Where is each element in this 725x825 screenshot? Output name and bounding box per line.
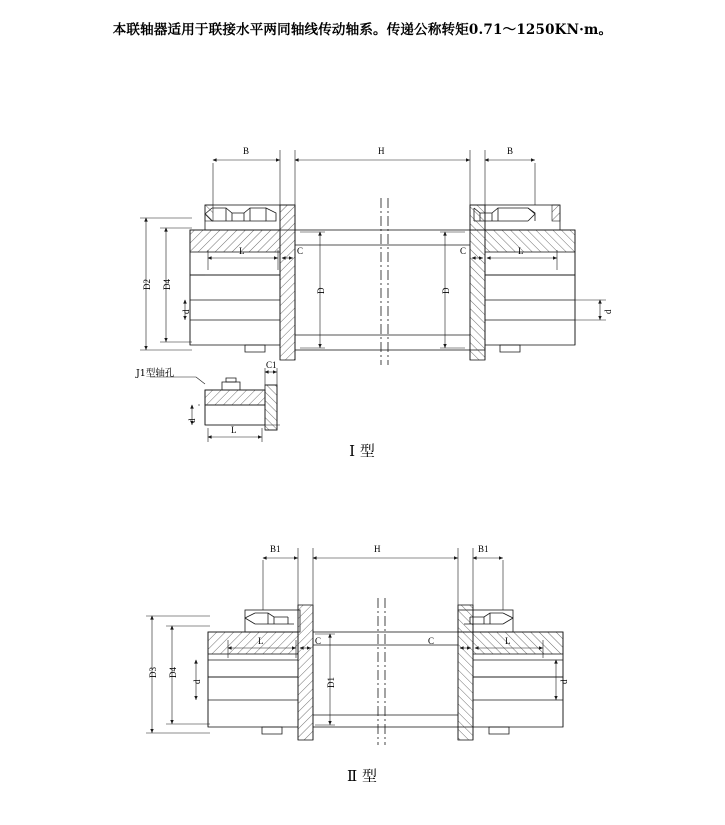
dim-label-c-2: C <box>460 246 467 256</box>
detail-label-j1-bore: J1型轴孔 <box>136 368 175 379</box>
dim2-label-h: H <box>374 544 381 554</box>
dim2-label-b1-left: B1 <box>270 544 281 554</box>
dim-label-d4: D4 <box>162 279 172 290</box>
dim2-label-c-1: C <box>315 636 322 646</box>
dim2-label-d4: D4 <box>168 667 178 678</box>
dim-label-d-left: d <box>181 309 191 314</box>
dim-label-detail-l: L <box>231 425 237 435</box>
dim2-label-c-2: C <box>428 636 435 646</box>
dim2-label-d-right: d <box>559 679 569 684</box>
dim2-label-l-1: L <box>258 636 264 646</box>
dim2-label-d1: D1 <box>326 677 336 688</box>
dim2-label-d-left: d <box>192 679 202 684</box>
dim-label-detail-d: d <box>187 418 197 423</box>
dim-label-h: H <box>378 146 385 156</box>
dim-label-d-inner-1: D <box>316 287 326 294</box>
dim2-label-b1-right: B1 <box>478 544 489 554</box>
dim-label-c1: C1 <box>266 360 277 370</box>
dim-label-b-left: B <box>243 146 250 156</box>
dim-label-d-right: d <box>603 309 613 314</box>
figure-1-caption: Ⅰ 型 <box>349 442 375 460</box>
dim-label-l-2: L <box>518 246 524 256</box>
dim2-label-d3: D3 <box>148 667 158 678</box>
dim-label-l-1: L <box>239 246 245 256</box>
dim-label-b-right: B <box>507 146 514 156</box>
header-note: 本联轴器适用于联接水平两同轴线传动轴系。传递公称转矩0.71～1250KN·m。 <box>112 22 613 38</box>
dim-label-c-1: C <box>297 246 304 256</box>
dim2-label-l-2: L <box>505 636 511 646</box>
dim-label-d-inner-2: D <box>441 287 451 294</box>
dim-label-d2: D2 <box>142 279 152 290</box>
figure-2-caption: Ⅱ 型 <box>347 767 377 785</box>
